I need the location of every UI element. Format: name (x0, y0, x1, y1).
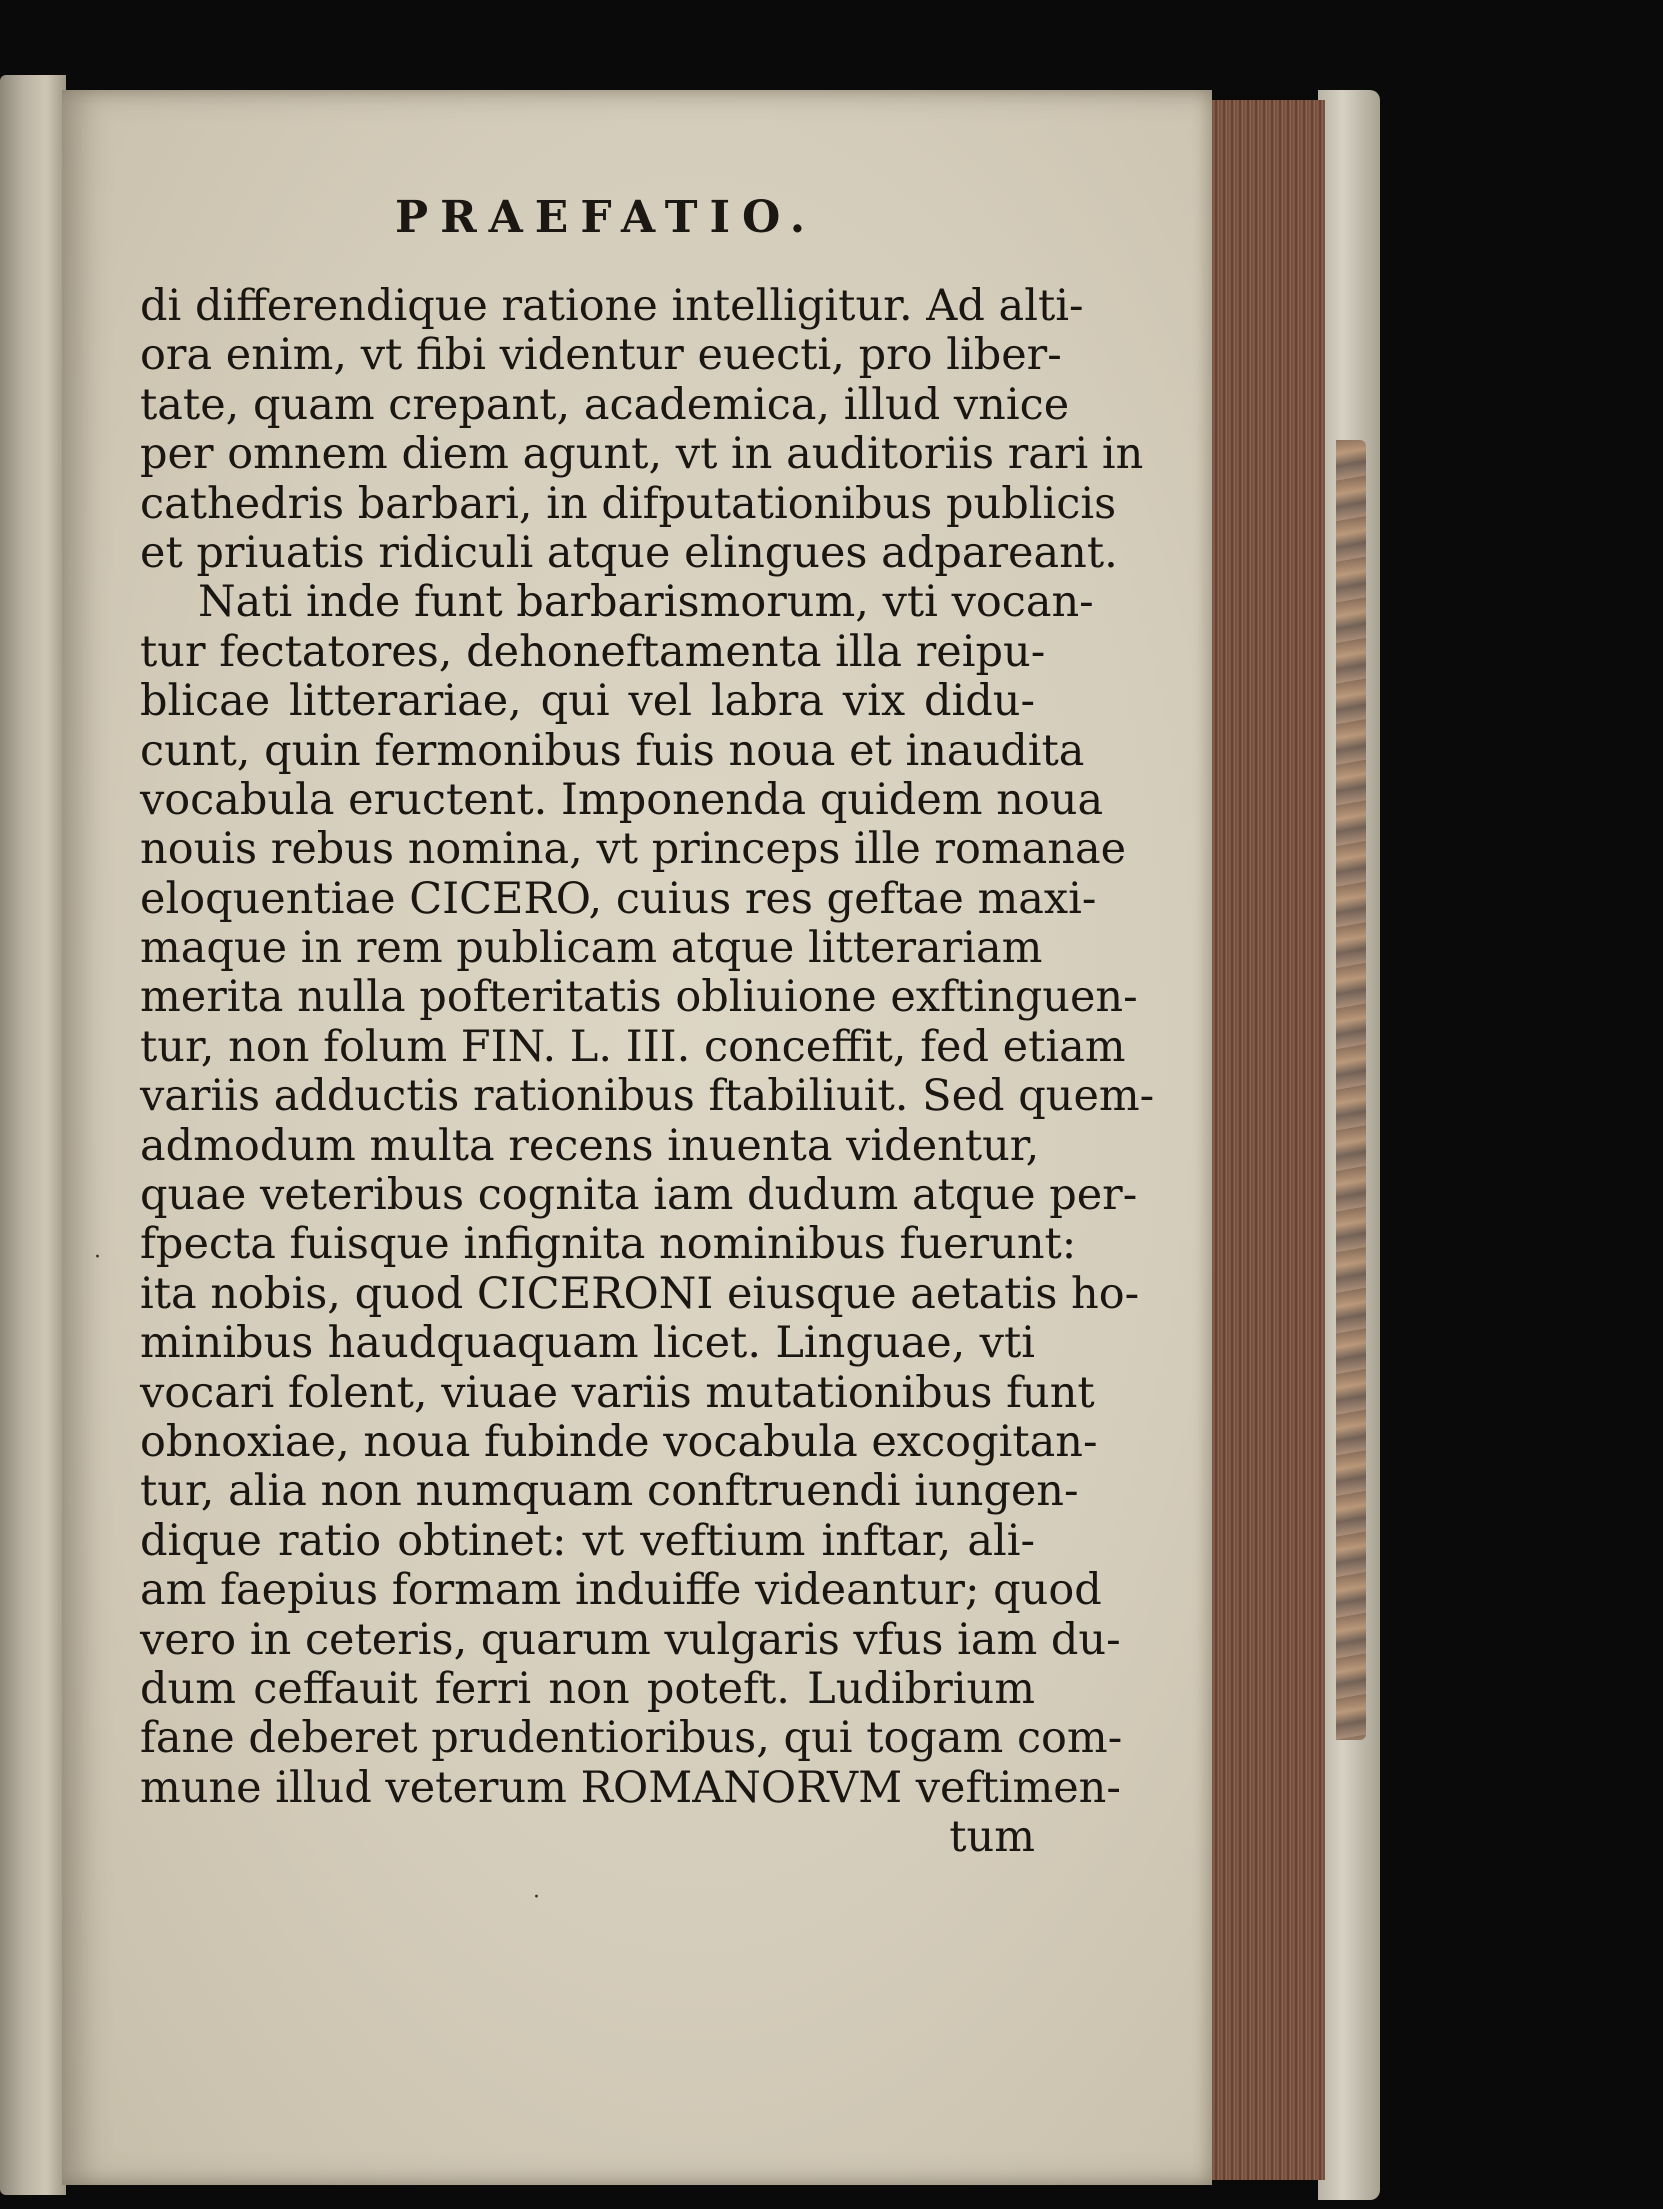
ink-speck: · (94, 1245, 101, 1270)
text-line: dum ceffauit ferri non poteft. Ludibrium (140, 1663, 1035, 1714)
text-line: tur, alia non numquam conftruendi iungen- (140, 1466, 1079, 1517)
text-line: ora enim, vt fibi videntur euecti, pro liber- (140, 330, 1062, 381)
text-line: blicae litterariae, qui vel labra vix didu- (140, 676, 1035, 727)
text-line: vocari folent, viuae variis mutationibus funt (140, 1367, 1095, 1418)
text-line: variis adductis rationibus ftabiliuit. Sed quem- (140, 1071, 1155, 1122)
text-line: vocabula eructent. Imponenda quidem noua (140, 774, 1104, 825)
catchword: tum (949, 1812, 1035, 1863)
body-text (140, 281, 1155, 1863)
text-line: eloquentiae CICERO, cuius res geftae maxi- (140, 873, 1097, 924)
text-line: mune illud veterum ROMANORVM veftimen- (140, 1762, 1121, 1813)
text-line: vero in ceteris, quarum vulgaris vfus iam du- (140, 1614, 1121, 1665)
text-line: per omnem diem agunt, vt in auditoriis rari in (140, 429, 1144, 480)
text-line: tur, non folum FIN. L. III. conceffit, fed etiam (140, 1021, 1126, 1072)
text-line: fane deberet prudentioribus, qui togam com- (140, 1713, 1123, 1764)
text-line: merita nulla pofteritatis obliuione exftinguen- (140, 972, 1138, 1023)
page-fore-edge (1200, 100, 1325, 2180)
text-line: et priuatis ridiculi atque elingues adpareant. (140, 527, 1118, 578)
text-line: quae veteribus cognita iam dudum atque per- (140, 1170, 1138, 1221)
previous-page-edge (0, 75, 66, 2195)
text-line: cunt, quin fermonibus fuis noua et inaudita (140, 725, 1085, 776)
text-line: minibus haudquaquam licet. Linguae, vti (140, 1318, 1035, 1369)
text-line: dique ratio obtinet: vt veftium inftar, ali- (140, 1515, 1035, 1566)
ink-speck: · (533, 1885, 540, 1910)
text-line: nouis rebus nomina, vt princeps ille romanae (140, 824, 1127, 875)
text-line: ita nobis, quod CICERONI eiusque aetatis ho- (140, 1268, 1140, 1319)
text-line: fpecta fuisque infignita nominibus fuerunt: (140, 1219, 1077, 1270)
text-line: tur fectatores, dehoneftamenta illa reipu- (140, 626, 1046, 677)
text-line: cathedris barbari, in difputationibus publicis (140, 478, 1117, 529)
text-line: am faepius formam induiffe videantur; quod (140, 1565, 1102, 1616)
text-line: obnoxiae, noua fubinde vocabula excogitan- (140, 1416, 1098, 1467)
text-line: maque in rem publicam atque litterariam (140, 923, 1043, 974)
text-line: di differendique ratione intelligitur. Ad alti- (140, 281, 1084, 331)
text-line: Nati inde funt barbarismorum, vti vocan- (198, 577, 1094, 628)
marbled-endpaper (1336, 440, 1366, 1740)
text-line: tate, quam crepant, academica, illud vnice (140, 379, 1070, 430)
text-line: admodum multa recens inuenta videntur, (140, 1120, 1040, 1171)
running-head: PRAEFATIO. (395, 192, 818, 243)
